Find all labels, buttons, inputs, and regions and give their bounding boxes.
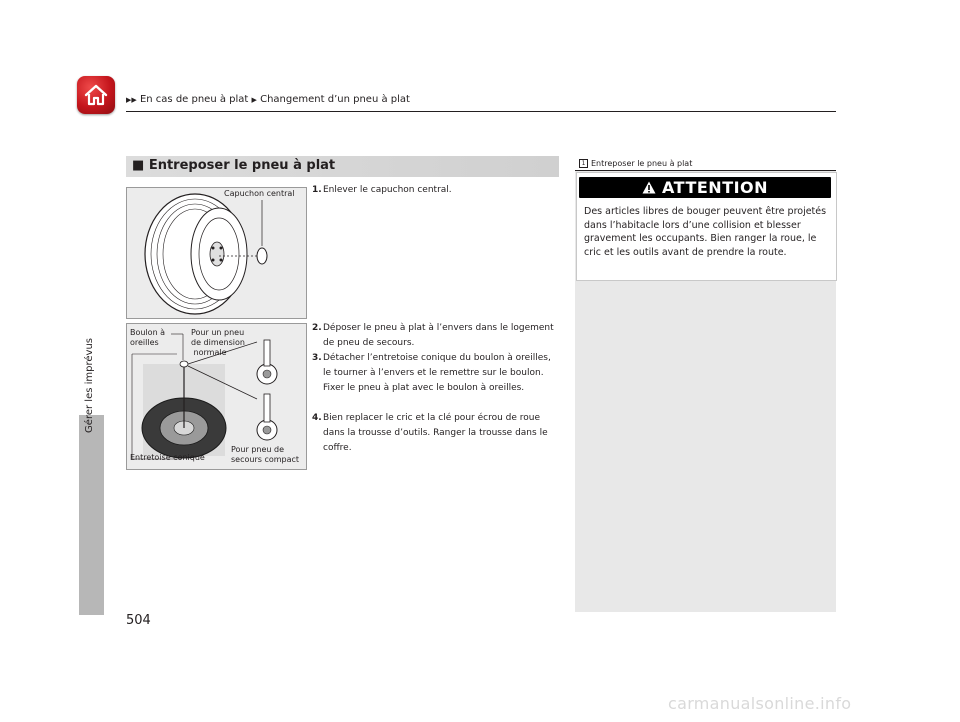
step-item bbox=[312, 411, 560, 456]
step-text: Déposer le pneu à plat à l’envers dans le logement de pneu de secours. bbox=[323, 323, 554, 348]
chevron-right-icon: ▶ bbox=[251, 96, 257, 104]
reference-marker-icon: 1 bbox=[579, 159, 588, 168]
label-center-cap: Capuchon central bbox=[224, 189, 295, 198]
step-item bbox=[312, 183, 560, 198]
label-lug-bolt-line1: Boulon à bbox=[130, 328, 166, 337]
breadcrumb-item-change-tire[interactable]: Changement d’un pneu à plat bbox=[260, 94, 410, 105]
section-heading bbox=[132, 158, 335, 173]
note-title bbox=[579, 159, 692, 168]
label-lug-bolt-line2: oreilles bbox=[130, 338, 159, 347]
step-number: 3. bbox=[312, 353, 322, 363]
warning-text: Des articles libres de bouger peuvent être projetés dans l’habitacle lors d’une collision et blesser gravement les occupants. Bien ranger la roue, le cric et les outils avant de prendre la route. bbox=[584, 206, 827, 258]
step-number: 2. bbox=[312, 323, 322, 333]
square-bullet-icon: ■ bbox=[132, 158, 145, 173]
watermark: carmanualsonline.info bbox=[668, 694, 852, 713]
step-text: Bien replacer le cric et la clé pour écrou de roue dans la trousse d’outils. Ranger la trousse dans le coffre. bbox=[323, 413, 548, 453]
step-text: Enlever le capuchon central. bbox=[323, 185, 452, 195]
breadcrumb-item-flat-tire[interactable]: En cas de pneu à plat bbox=[139, 94, 249, 105]
tire-illustration bbox=[127, 188, 306, 318]
step-text: Détacher l’entretoise conique du boulon à oreilles, le tourner à l’envers et le remettre sur le boulon. Fixer le pneu à plat avec le boulon à oreilles. bbox=[323, 353, 551, 393]
breadcrumb bbox=[126, 94, 410, 105]
label-normal-line2: de dimension bbox=[191, 338, 245, 347]
label-lug-bolt bbox=[130, 328, 165, 348]
label-normal-line3: normale bbox=[193, 348, 227, 357]
header-divider bbox=[126, 111, 836, 112]
step-number: 4. bbox=[312, 413, 322, 423]
step-item bbox=[312, 351, 560, 396]
label-compact-spare bbox=[231, 445, 299, 465]
figure-center-cap bbox=[126, 187, 307, 319]
page-number: 504 bbox=[126, 613, 151, 628]
label-compact-line2: secours compact bbox=[231, 455, 300, 464]
label-normal-tire bbox=[191, 328, 245, 358]
step-item bbox=[312, 321, 560, 351]
label-cone-spacer: Entretoise conique bbox=[130, 453, 205, 462]
label-compact-line1: Pour pneu de bbox=[231, 445, 285, 454]
warning-title-text: ATTENTION bbox=[662, 178, 769, 197]
label-normal-line1: Pour un pneu bbox=[191, 328, 245, 337]
side-tab[interactable] bbox=[79, 415, 104, 615]
note-title-text: Entreposer le pneu à plat bbox=[591, 159, 693, 168]
step-number: 1. bbox=[312, 185, 322, 195]
figure-spare-storage bbox=[126, 323, 307, 470]
home-button[interactable] bbox=[77, 76, 115, 114]
chevron-right-icon: ▶▶ bbox=[126, 96, 137, 104]
note-header-divider bbox=[575, 170, 836, 171]
side-tab-label: Gérer les imprévus bbox=[84, 338, 95, 433]
home-icon bbox=[83, 82, 109, 108]
warning-triangle-icon bbox=[642, 178, 662, 197]
section-title: Entreposer le pneu à plat bbox=[148, 158, 336, 173]
warning-title bbox=[579, 177, 831, 198]
